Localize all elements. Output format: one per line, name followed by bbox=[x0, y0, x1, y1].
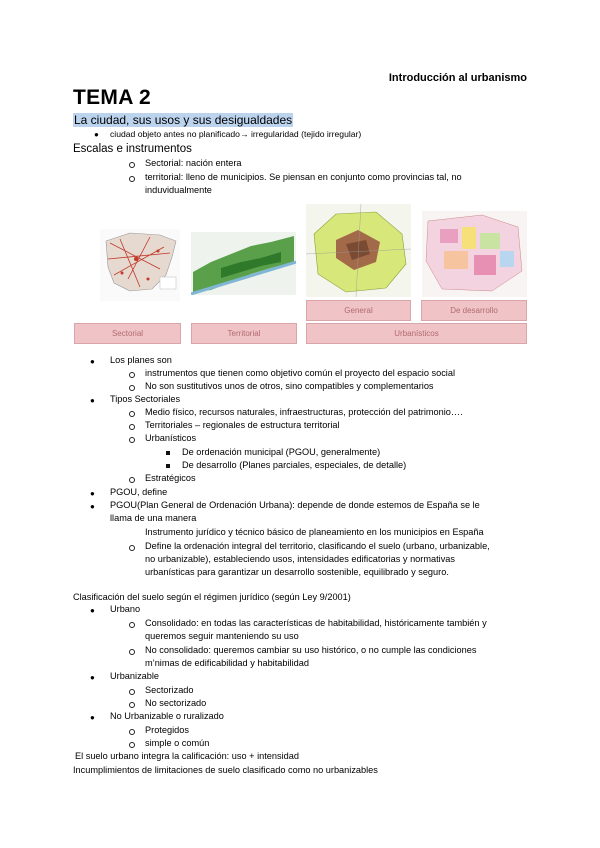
label-urbanisticos: Urbanísticos bbox=[306, 323, 527, 344]
pgou-full: PGOU(Plan General de Ordenación Urbana): depende de donde estemos de España se le bbox=[110, 500, 480, 510]
pgou-define-line: no urbanizable), estableciendo usos, intensidades edificatorias y normativas bbox=[145, 554, 456, 564]
square-bullet-icon bbox=[166, 464, 170, 468]
pgou-instrument: Instrumento jurídico y técnico básico de planeamiento en los municipios en España bbox=[145, 527, 484, 537]
no-urbanizable-item: Protegidos bbox=[145, 725, 189, 735]
circle-bullet-icon bbox=[129, 437, 135, 443]
circle-bullet-icon bbox=[129, 729, 135, 735]
tipos-heading: Tipos Sectoriales bbox=[110, 394, 181, 404]
bullet-icon: ● bbox=[90, 489, 95, 498]
no-urbanizable-heading: No Urbanizable o ruralizado bbox=[110, 711, 224, 721]
bullet-icon: ● bbox=[90, 713, 95, 722]
bullet-icon: ● bbox=[90, 673, 95, 682]
circle-bullet-icon bbox=[129, 622, 135, 628]
bullet-icon: ● bbox=[90, 357, 95, 366]
tipos-subitem: De ordenación municipal (PGOU, generalmente) bbox=[182, 447, 381, 457]
scale-item-continued: induvidualmente bbox=[145, 185, 212, 195]
bullet-icon: ● bbox=[90, 502, 95, 511]
circle-bullet-icon bbox=[129, 385, 135, 391]
pgou-define-line: urbanísticas para garantizar un desarrollo sostenible, equilibrado y seguro. bbox=[145, 567, 449, 577]
planes-heading: Los planes son bbox=[110, 355, 172, 365]
pgou-full-continued: llama de una manera bbox=[110, 513, 197, 523]
label-territorial: Territorial bbox=[191, 323, 297, 344]
planes-item: instrumentos que tienen como objetivo común el proyecto del espacio social bbox=[145, 368, 455, 378]
circle-bullet-icon bbox=[129, 411, 135, 417]
course-header: Introducción al urbanismo bbox=[388, 72, 527, 84]
development-plan-image bbox=[422, 211, 527, 297]
bullet-icon: ● bbox=[94, 130, 99, 139]
footer-line: Incumplimientos de limitaciones de suelo clasificado como no urbanizables bbox=[73, 765, 378, 775]
planes-item: No son sustitutivos unos de otros, sino compatibles y complementarios bbox=[145, 381, 434, 391]
label-general: General bbox=[306, 300, 411, 321]
tipos-subitem: De desarrollo (Planes parciales, especiales, de detalle) bbox=[182, 460, 407, 470]
spain-map-image bbox=[100, 229, 180, 301]
pgou-define: PGOU, define bbox=[110, 487, 168, 497]
clasificacion-heading: Clasificación del suelo según el régimen jurídico (según Ley 9/2001) bbox=[73, 592, 351, 602]
circle-bullet-icon bbox=[129, 477, 135, 483]
circle-bullet-icon bbox=[129, 545, 135, 551]
general-plan-image bbox=[306, 204, 411, 297]
circle-bullet-icon bbox=[129, 742, 135, 748]
urbanizable-item: Sectorizado bbox=[145, 685, 194, 695]
scale-item: Sectorial: nación entera bbox=[145, 158, 242, 168]
urbano-heading: Urbano bbox=[110, 604, 141, 614]
no-urbanizable-item: simple o común bbox=[145, 738, 210, 748]
circle-bullet-icon bbox=[129, 176, 135, 182]
circle-bullet-icon bbox=[129, 162, 135, 168]
page-title: TEMA 2 bbox=[73, 86, 152, 109]
consolidado-line: Consolidado: en todas las características de habitabilidad, históricamente también y bbox=[145, 618, 487, 628]
circle-bullet-icon bbox=[129, 424, 135, 430]
circle-bullet-icon bbox=[129, 689, 135, 695]
circle-bullet-icon bbox=[129, 372, 135, 378]
bullet-icon: ● bbox=[90, 396, 95, 405]
territorial-map-image bbox=[191, 232, 296, 295]
label-de-desarrollo: De desarrollo bbox=[421, 300, 527, 321]
tipos-item: Estratégicos bbox=[145, 473, 196, 483]
scale-item: territorial: lleno de municipios. Se piensan en conjunto como provincias tal, no bbox=[145, 172, 462, 182]
square-bullet-icon bbox=[166, 451, 170, 455]
no-consolidado-line: No consolidado: queremos cambiar su uso histórico, o no cumple las condiciones bbox=[145, 645, 477, 655]
circle-bullet-icon bbox=[129, 702, 135, 708]
bullet-icon: ● bbox=[90, 606, 95, 615]
circle-bullet-icon bbox=[129, 649, 135, 655]
pgou-define-line: Define la ordenación integral del territorio, clasificando el suelo (urbano, urbanizable, bbox=[145, 541, 490, 551]
tipos-item: Medio físico, recursos naturales, infraestructuras, protección del patrimonio…. bbox=[145, 407, 463, 417]
footer-line: El suelo urbano integra la calificación: uso + intensidad bbox=[75, 751, 299, 761]
scales-heading: Escalas e instrumentos bbox=[73, 143, 192, 155]
consolidado-line: queremos seguir manteniendo su uso bbox=[145, 631, 299, 641]
urbanizable-heading: Urbanizable bbox=[110, 671, 160, 681]
page-subtitle: La ciudad, sus usos y sus desigualdades bbox=[74, 113, 293, 127]
no-consolidado-line: m’nimas de edificabilidad y habitabilidad bbox=[145, 658, 309, 668]
label-sectorial: Sectorial bbox=[74, 323, 181, 344]
tipos-item: Urbanísticos bbox=[145, 433, 197, 443]
tipos-item: Territoriales – regionales de estructura territorial bbox=[145, 420, 340, 430]
intro-bullet: ciudad objeto antes no planificado→ irregularidad (tejido irregular) bbox=[110, 129, 362, 139]
urbanizable-item: No sectorizado bbox=[145, 698, 207, 708]
